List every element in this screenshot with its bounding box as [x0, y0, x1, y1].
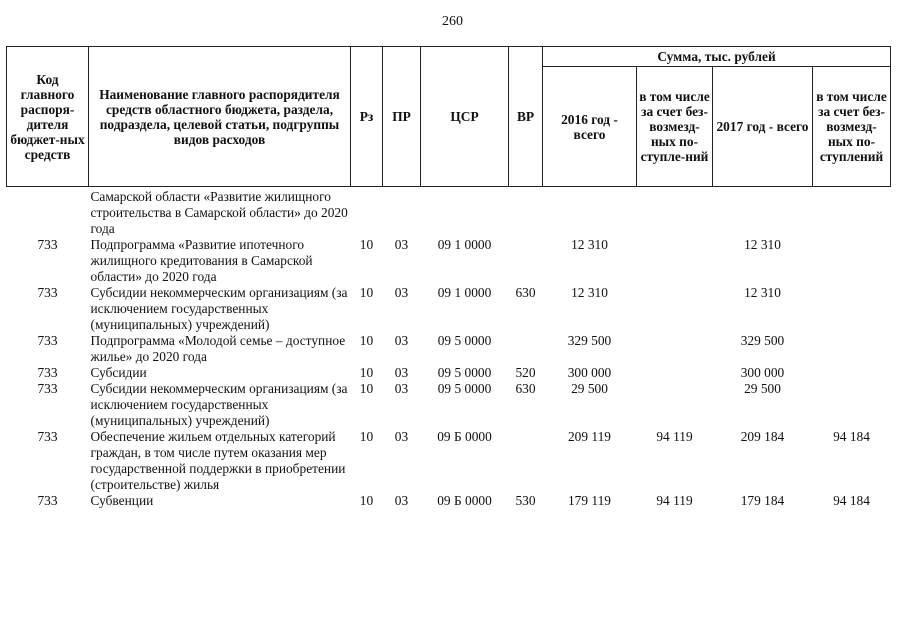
cell-vr — [509, 237, 543, 285]
header-code: Код главного распоря-дителя бюджет-ных средств — [7, 47, 89, 187]
cell-2016-total: 12 310 — [571, 285, 608, 300]
table-row — [7, 333, 891, 365]
cell-code: 733 — [37, 429, 58, 444]
cell-code: 733 — [37, 237, 58, 252]
cell-rz: 10 — [359, 333, 374, 348]
cell-pr: 03 — [394, 493, 409, 508]
cell-vr: 630 — [515, 285, 536, 300]
header-2017-total: 2017 год - всего — [713, 67, 813, 187]
header-2016-free: в том числе за счет без-возмезд-ных по-ступле-ний — [637, 67, 713, 187]
table-row — [7, 365, 891, 381]
cell-2016-free — [637, 187, 713, 238]
cell-2016-free — [637, 365, 713, 381]
cell-csr: 09 5 0000 — [437, 333, 492, 348]
cell-2017-total — [713, 187, 813, 238]
cell-rz: 10 — [359, 493, 374, 508]
cell-2017-free — [813, 187, 891, 238]
cell-name: Субсидии некоммерческим организациям (за исключением государственных (муниципальных) учреждений) — [90, 285, 348, 332]
header-rz: Рз — [351, 47, 383, 187]
cell-2017-free — [813, 237, 891, 285]
table-row — [7, 285, 891, 333]
cell-code: 733 — [37, 381, 58, 396]
cell-csr: 09 5 0000 — [437, 381, 492, 396]
cell-vr — [509, 187, 543, 238]
cell-pr — [383, 187, 421, 238]
cell-name: Подпрограмма «Молодой семье – доступное жилье» до 2020 года — [90, 333, 346, 364]
cell-code — [7, 187, 89, 238]
table-body — [7, 187, 891, 510]
cell-csr: 09 Б 0000 — [437, 493, 492, 508]
cell-code: 733 — [37, 285, 58, 300]
cell-rz: 10 — [359, 285, 374, 300]
cell-2016-free — [637, 333, 713, 365]
budget-table — [6, 46, 891, 509]
table-row — [7, 381, 891, 429]
cell-vr: 530 — [515, 493, 536, 508]
cell-2017-free — [813, 285, 891, 333]
cell-2017-free — [813, 381, 891, 429]
cell-2017-total: 29 500 — [744, 381, 781, 396]
cell-vr: 520 — [515, 365, 536, 380]
cell-pr: 03 — [394, 365, 409, 380]
header-2017-free: в том числе за счет без-возмезд-ных по-ступлений — [813, 67, 891, 187]
page-number: 260 — [442, 14, 463, 29]
cell-2016-free — [637, 237, 713, 285]
cell-code: 733 — [37, 365, 58, 380]
cell-csr: 09 1 0000 — [437, 285, 492, 300]
cell-code: 733 — [37, 493, 58, 508]
cell-2016-total: 209 119 — [567, 429, 612, 444]
cell-2016-free — [637, 381, 713, 429]
cell-name: Обеспечение жильем отдельных категорий граждан, в том числе путем оказания мер государственной поддержки в приобретении (строительстве) жилья — [90, 429, 346, 492]
cell-csr: 09 1 0000 — [437, 237, 492, 252]
cell-2017-total: 300 000 — [740, 365, 785, 380]
cell-2017-free — [813, 333, 891, 365]
cell-vr: 630 — [515, 381, 536, 396]
table-row — [7, 187, 891, 238]
cell-2016-free: 94 119 — [656, 429, 693, 444]
cell-rz: 10 — [359, 237, 374, 252]
cell-vr — [509, 429, 543, 493]
cell-vr — [509, 333, 543, 365]
header-2016-total: 2016 год - всего — [543, 67, 637, 187]
cell-2016-total: 12 310 — [571, 237, 608, 252]
cell-2016-total: 300 000 — [567, 365, 612, 380]
cell-csr: 09 Б 0000 — [437, 429, 492, 444]
cell-pr: 03 — [394, 285, 409, 300]
cell-2017-total: 329 500 — [740, 333, 785, 348]
table-row — [7, 429, 891, 493]
cell-rz: 10 — [359, 381, 374, 396]
cell-2016-total — [543, 187, 637, 238]
header-sum-group: Сумма, тыс. рублей — [543, 47, 891, 67]
header-name: Наименование главного распорядителя средств областного бюджета, раздела, подраздела, целевой статьи, подгруппы видов расходов — [89, 47, 351, 187]
cell-2017-free: 94 184 — [833, 493, 870, 508]
cell-code: 733 — [37, 333, 58, 348]
cell-name: Субсидии — [90, 365, 147, 380]
header-csr: ЦСР — [421, 47, 509, 187]
cell-pr: 03 — [394, 237, 409, 252]
cell-pr: 03 — [394, 381, 409, 396]
table-row — [7, 493, 891, 509]
cell-name: Самарской области «Развитие жилищного строительства в Самарской области» до 2020 года — [90, 189, 348, 236]
header-pr: ПР — [383, 47, 421, 187]
cell-pr: 03 — [394, 429, 409, 444]
cell-pr: 03 — [394, 333, 409, 348]
cell-2016-free: 94 119 — [656, 493, 693, 508]
cell-name: Подпрограмма «Развитие ипотечного жилищного кредитования в Самарской области» до 2020 года — [90, 237, 313, 284]
cell-rz: 10 — [359, 429, 374, 444]
cell-name: Субвенции — [90, 493, 154, 508]
cell-2017-free: 94 184 — [833, 429, 870, 444]
cell-2016-total: 29 500 — [571, 381, 608, 396]
cell-2017-total: 12 310 — [744, 285, 781, 300]
cell-csr: 09 5 0000 — [437, 365, 492, 380]
cell-2016-total: 179 119 — [567, 493, 612, 508]
cell-2017-free — [813, 365, 891, 381]
table-header — [7, 47, 891, 187]
table-row — [7, 237, 891, 285]
cell-2017-total: 12 310 — [744, 237, 781, 252]
cell-rz — [351, 187, 383, 238]
cell-2016-total: 329 500 — [567, 333, 612, 348]
cell-name: Субсидии некоммерческим организациям (за исключением государственных (муниципальных) учреждений) — [90, 381, 348, 428]
cell-2016-free — [637, 285, 713, 333]
cell-rz: 10 — [359, 365, 374, 380]
cell-csr — [421, 187, 509, 238]
header-vr: ВР — [509, 47, 543, 187]
cell-2017-total: 179 184 — [740, 493, 785, 508]
cell-2017-total: 209 184 — [740, 429, 785, 444]
